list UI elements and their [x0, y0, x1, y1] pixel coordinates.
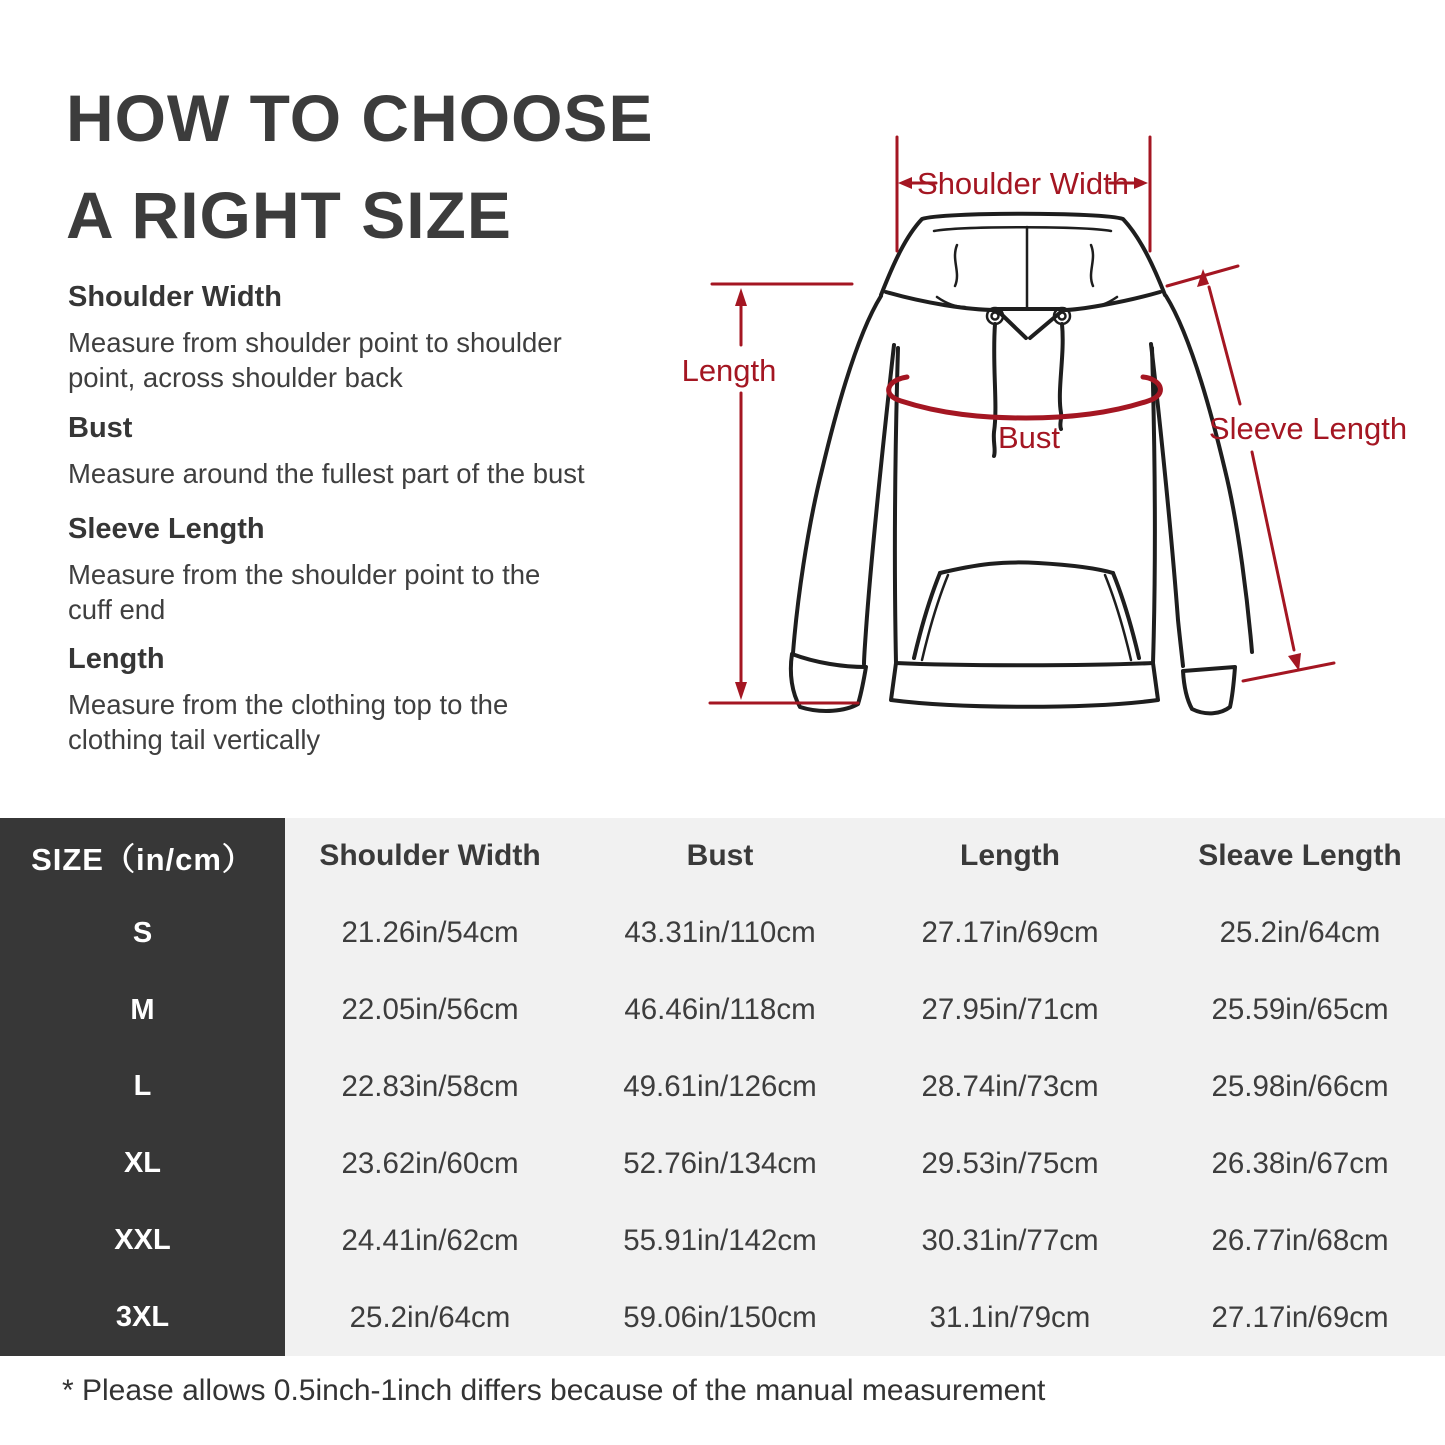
sleeve-length-label: Sleeve Length: [1208, 411, 1408, 446]
value-cell: 46.46in/118cm: [624, 993, 816, 1027]
arrow-down-diagonal-icon: [1288, 653, 1301, 671]
arrow-left-icon: [898, 177, 912, 189]
value-cell: 49.61in/126cm: [623, 1069, 817, 1103]
value-cell: 21.26in/54cm: [341, 916, 519, 950]
value-cell: 59.06in/150cm: [623, 1300, 817, 1334]
size-cell: 3XL: [0, 1279, 285, 1356]
value-cell: 31.1in/79cm: [929, 1300, 1091, 1334]
eyelet-right-inner: [1059, 313, 1066, 320]
instruction-text: Measure from shoulder point to shoulder: [68, 327, 562, 358]
sleeve-right-outer: [1166, 296, 1252, 652]
value-cell: 27.17in/69cm: [1211, 1300, 1389, 1334]
body-right-edge: [1152, 348, 1155, 663]
instruction-text: Measure from the shoulder point to the: [68, 559, 541, 590]
size-cell: M: [0, 972, 285, 1049]
hood-inner-rim: [934, 227, 1111, 231]
page-title-line2: A RIGHT SIZE: [66, 178, 512, 252]
drawstring-left: [994, 324, 996, 456]
instruction-length: [68, 643, 688, 757]
length-annotation: [682, 284, 858, 703]
value-cell: 24.41in/62cm: [341, 1223, 519, 1257]
size-cell: L: [0, 1049, 285, 1126]
shoulder-width-label: Shoulder Width: [917, 166, 1129, 201]
column-header-sleave-length: Sleave Length: [1198, 839, 1402, 873]
sleeve-length-arrow-shaft: [1209, 287, 1294, 650]
instruction-text: Measure from the clothing top to the: [68, 689, 509, 720]
size-cell: XL: [0, 1125, 285, 1202]
drawstring-right: [1060, 324, 1063, 429]
instruction-bust: [68, 412, 688, 491]
value-cell: 25.59in/65cm: [1211, 993, 1389, 1027]
pocket-left-edge: [914, 573, 940, 658]
value-cell: 26.77in/68cm: [1211, 1223, 1389, 1257]
instruction-heading: Length: [68, 643, 165, 675]
instruction-sleeve-length: [68, 513, 688, 627]
instruction-text: point, across shoulder back: [68, 362, 403, 393]
bust-annotation: [889, 377, 1161, 455]
measurement-disclaimer: * Please allows 0.5inch-1inch differs because of the manual measurement: [62, 1374, 1046, 1407]
length-cap-lines: [710, 284, 858, 703]
instruction-text: Measure around the fullest part of the bust: [68, 458, 585, 489]
shoulder-width-annotation: [897, 137, 1150, 251]
hood-outer: [881, 214, 1165, 295]
page-title-line1: HOW TO CHOOSE: [66, 81, 654, 155]
value-cell: 55.91in/142cm: [623, 1223, 817, 1257]
column-header-length: Length: [960, 839, 1060, 873]
value-cell: 29.53in/75cm: [921, 1146, 1099, 1180]
length-label: Length: [681, 353, 777, 388]
value-cell: 25.2in/64cm: [349, 1300, 511, 1334]
arrow-right-icon: [1134, 177, 1148, 189]
size-cell: S: [0, 895, 285, 972]
instruction-heading: Shoulder Width: [68, 281, 282, 313]
value-cell: 30.31in/77cm: [921, 1223, 1099, 1257]
bust-measure-arc: [889, 377, 1161, 418]
pocket-right-edge: [1113, 573, 1139, 658]
column-header-bust: Bust: [686, 839, 754, 873]
table-corner-header: SIZE（in/cm）: [0, 818, 285, 895]
value-cell: 22.83in/58cm: [341, 1069, 519, 1103]
value-cell: 52.76in/134cm: [623, 1146, 817, 1180]
sleeve-length-annotation: [1167, 266, 1407, 681]
hoodie-measurement-diagram: [660, 100, 1445, 800]
size-table: [0, 818, 1445, 1356]
value-cell: 28.74in/73cm: [921, 1069, 1099, 1103]
instruction-heading: Bust: [68, 412, 133, 444]
instruction-heading: Sleeve Length: [68, 513, 265, 545]
instruction-shoulder-width: [68, 281, 688, 395]
instruction-text: cuff end: [68, 594, 166, 625]
cuff-right: [1183, 667, 1235, 713]
arrow-down-icon: [735, 682, 747, 700]
instruction-text: clothing tail vertically: [68, 724, 321, 755]
value-cell: 26.38in/67cm: [1211, 1146, 1389, 1180]
pocket-top: [940, 562, 1113, 573]
eyelet-left-inner: [992, 313, 999, 320]
value-cell: 25.98in/66cm: [1211, 1069, 1389, 1103]
page-title: [66, 70, 653, 264]
value-cell: 43.31in/110cm: [624, 916, 816, 950]
arrow-up-icon: [735, 288, 747, 306]
column-header-shoulder-width: Shoulder Width: [319, 839, 541, 873]
size-cell: XXL: [0, 1202, 285, 1279]
hem-band: [891, 663, 1158, 707]
value-cell: 27.17in/69cm: [921, 916, 1099, 950]
bust-label: Bust: [997, 420, 1061, 455]
value-cell: 22.05in/56cm: [341, 993, 519, 1027]
value-cell: 23.62in/60cm: [341, 1146, 519, 1180]
body-left-edge: [895, 348, 898, 663]
value-cell: 25.2in/64cm: [1219, 916, 1381, 950]
hoodie-outline: [791, 214, 1252, 714]
value-cell: 27.95in/71cm: [921, 993, 1099, 1027]
